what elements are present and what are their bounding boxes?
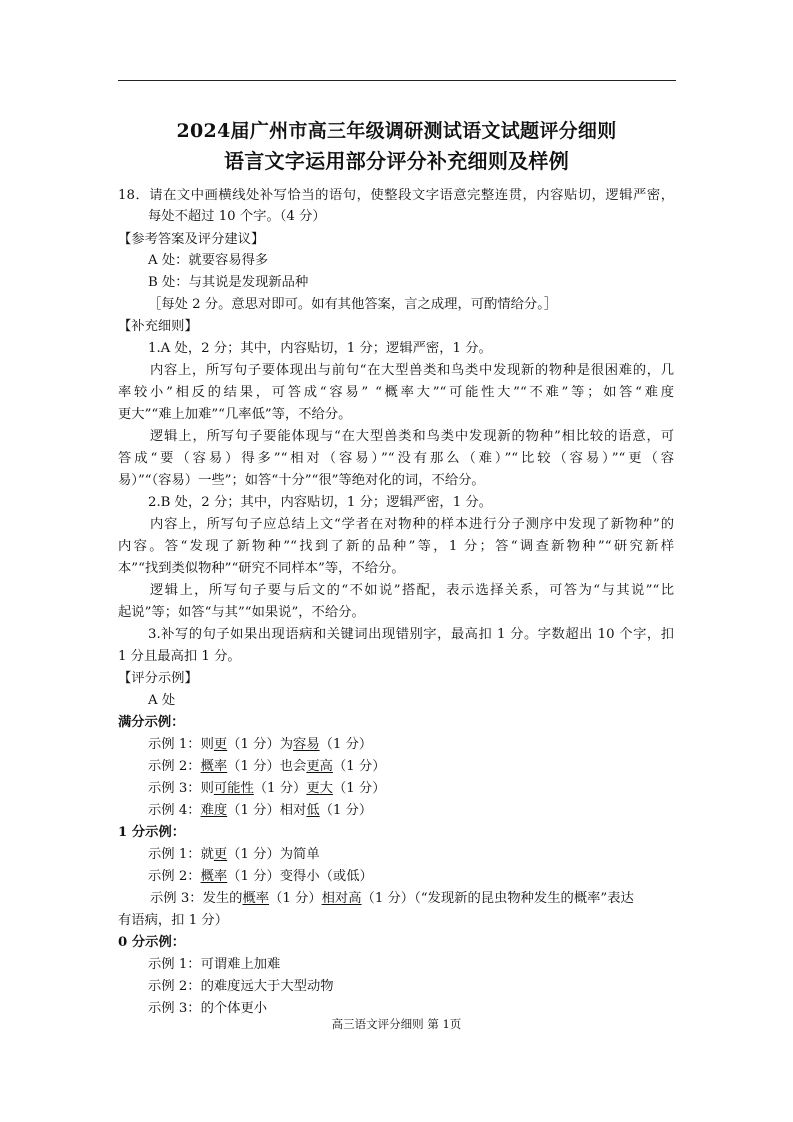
rule-1-content-line: 内容上，所写句子要体现出与前句“在大型兽类和鸟类中发现新的物种是很困难的，几 [150, 363, 674, 378]
answer-a: A 处：就要容易得多 [148, 253, 269, 268]
rule-1-logic-line: 答成“要（容易）得多”“相对（容易）”“没有那么（难）”“比较（容易）”“更（容 [118, 451, 674, 466]
rule-2-logic-line: 逻辑上，所写句子要与后文的“不如说”搭配，表示选择关系，可答为“与其说”“比 [150, 583, 674, 598]
rule-2-content-line: 本”“找到类似物种”“研究不同样本”等，不给分。 [118, 561, 405, 576]
rule-1-content-line: 率较小”相反的结果，可答成“容易” “概率大”“可能性大”“不难”等；如答“难度 [118, 385, 674, 400]
full-example-3: 示例 3：则可能性（1 分）更大（1 分） [148, 781, 386, 796]
full-example-2: 示例 2：概率（1 分）也会更高（1 分） [148, 759, 386, 774]
rule-1-logic-line: 易）”“（容易）一些”；如答“十分”“很”等绝对化的词，不给分。 [118, 473, 485, 488]
page-footer: 高三语文评分细则 第 1页 [331, 1017, 462, 1031]
rule-2-logic-line: 起说”等；如答“与其”“如果说”，不给分。 [118, 605, 365, 620]
one-example-3-cont: 有语病，扣 1 分） [118, 913, 228, 928]
rule-2-content-line: 内容。答“发现了新物种”“找到了新的品种”等，1 分；答“调查新物种”“研究新样 [118, 539, 674, 554]
rule-1-content-line: 更大”“难上加难”“几率低”等，不给分。 [118, 407, 352, 422]
answer-b: B 处：与其说是发现新品种 [148, 275, 309, 290]
zero-example-2: 示例 2：的难度远大于大型动物 [148, 979, 334, 994]
one-example-3: 示例 3：发生的概率（1 分）相对高（1 分）（“发现新的昆虫物种发生的概率”表达 [150, 891, 634, 906]
zero-example-3: 示例 3：的个体更小 [148, 1001, 268, 1016]
page-subtitle: 语言文字运用部分评分补充细则及样例 [223, 149, 570, 173]
full-example-1: 示例 1：则更（1 分）为容易（1 分） [148, 737, 373, 752]
answer-note: ［每处 2 分。意思对即可。如有其他答案，言之成理，可酌情给分。］ [148, 297, 558, 312]
examples-part-label: A 处 [148, 693, 176, 708]
full-score-heading: 满分示例： [118, 715, 185, 730]
rule-2-content-line: 内容上，所写句子应总结上文“学者在对物种的样本进行分子测序中发现了新物种”的 [150, 517, 674, 532]
page-title: 2024届广州市高三年级调研测试语文试题评分细则 [176, 120, 617, 142]
zero-point-heading: 0 分示例： [118, 935, 186, 950]
question-text: 18．请在文中画横线处补写恰当的语句，使整段文字语意完整连贯，内容贴切，逻辑严密， [118, 188, 674, 203]
rule-2: 2.B 处，2 分；其中，内容贴切，1 分；逻辑严密，1 分。 [148, 495, 492, 510]
rule-3-line: 1 分且最高扣 1 分。 [118, 649, 241, 664]
zero-example-1: 示例 1：可谓难上加难 [148, 957, 281, 972]
one-point-heading: 1 分示例： [118, 825, 186, 840]
one-example-1: 示例 1：就更（1 分）为简单 [148, 847, 320, 862]
one-example-2: 示例 2：概率（1 分）变得小（或低） [148, 869, 373, 884]
header-rule [118, 80, 676, 81]
rule-1-logic-line: 逻辑上，所写句子要能体现与“在大型兽类和鸟类中发现新的物种”相比较的语意，可 [150, 429, 674, 444]
answer-heading: 【参考答案及评分建议】 [118, 232, 265, 247]
rule-1: 1.A 处，2 分；其中，内容贴切，1 分；逻辑严密，1 分。 [148, 341, 492, 356]
examples-heading: 【评分示例】 [118, 671, 198, 686]
full-example-4: 示例 4：难度（1 分）相对低（1 分） [148, 803, 373, 818]
rules-heading: 【补充细则】 [118, 319, 198, 334]
question-text-cont: 每处不超过 10 个字。（4 分） [148, 209, 326, 224]
rule-3-line: 3.补写的句子如果出现语病和关键词出现错别字，最高扣 1 分。字数超出 10 个字，扣 [148, 627, 674, 642]
